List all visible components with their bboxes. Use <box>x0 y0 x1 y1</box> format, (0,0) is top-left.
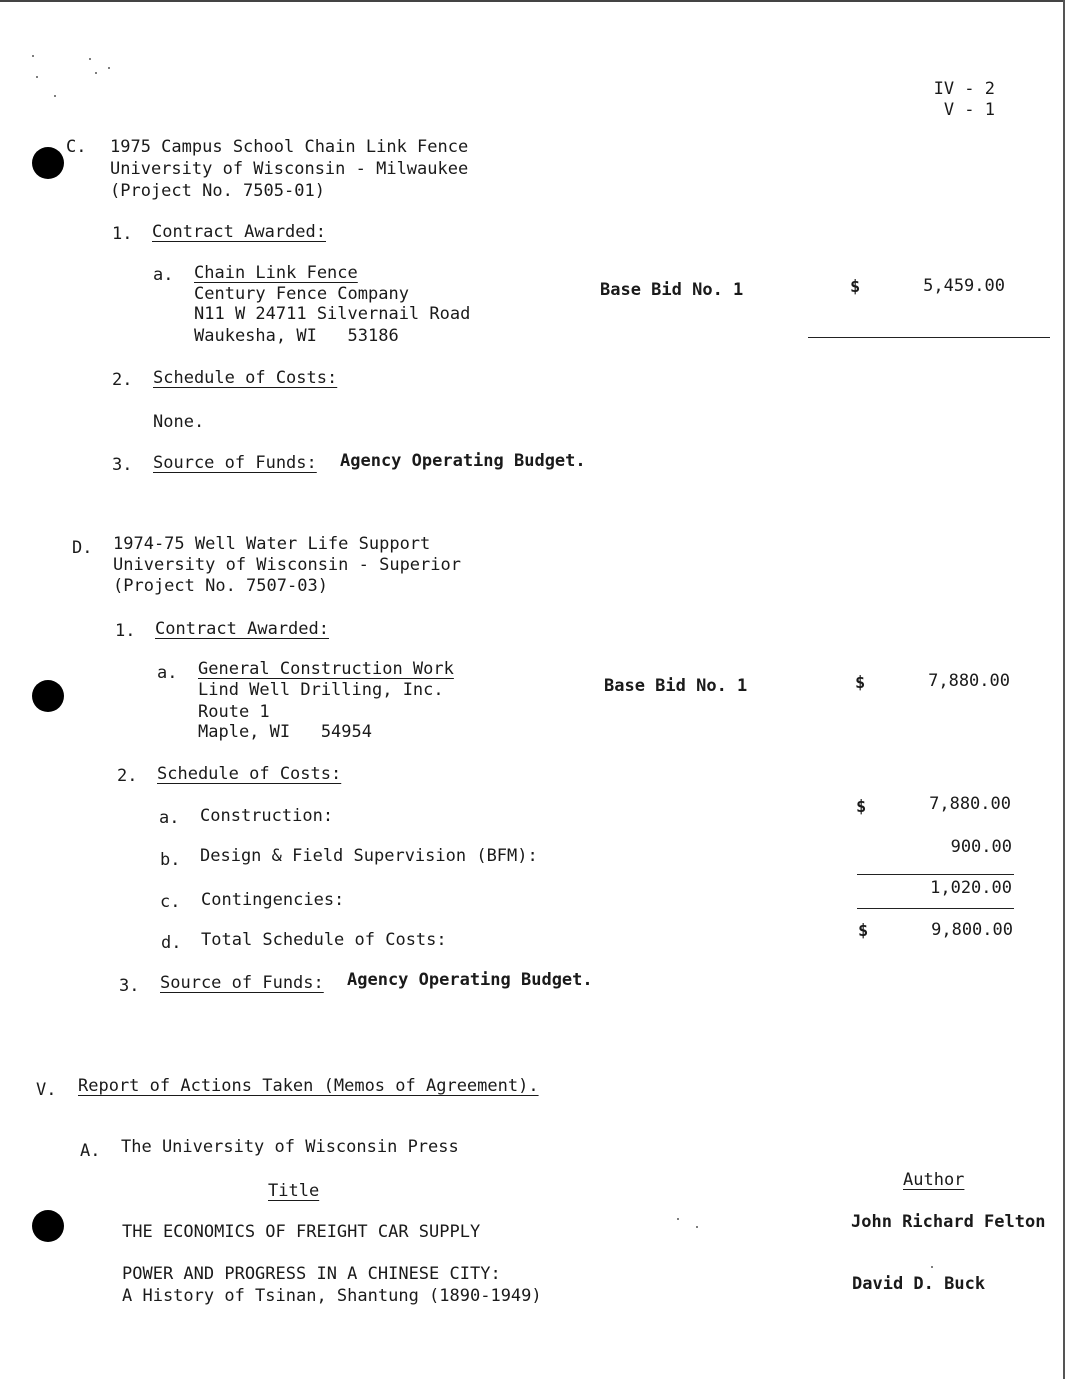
schedule-item-currency: $ <box>858 921 869 941</box>
d-bid: Base Bid No. 1 <box>604 676 748 696</box>
schedule-item-letter: a. <box>159 808 180 828</box>
schedule-item-amount: 7,880.00 <box>929 794 1011 814</box>
d-contract-num: 1. <box>115 621 136 641</box>
c-funds-label: Source of Funds: <box>153 453 317 473</box>
schedule-item-currency: $ <box>856 797 867 817</box>
page-ref-line1: IV - 2 <box>933 79 995 99</box>
d-address1: Route 1 <box>198 702 270 722</box>
scan-speck <box>89 58 91 60</box>
d-funds-label: Source of Funds: <box>160 973 324 993</box>
c-item-label: Chain Link Fence <box>194 263 358 283</box>
c-contract-label: Contract Awarded: <box>152 222 326 242</box>
c-schedule-value: None. <box>153 412 205 432</box>
section-v-num: V. <box>36 1080 57 1100</box>
section-d-title: 1974-75 Well Water Life Support <box>113 534 431 554</box>
section-d-project: (Project No. 7507-03) <box>113 576 328 596</box>
c-company: Century Fence Company <box>194 284 409 304</box>
scan-speck <box>95 72 97 74</box>
d-funds-num: 3. <box>119 976 140 996</box>
scan-speck <box>677 1218 679 1220</box>
author-column-header: Author <box>903 1170 965 1190</box>
schedule-item-label: Total Schedule of Costs: <box>201 930 447 950</box>
book-title-line2: A History of Tsinan, Shantung (1890-1949) <box>122 1286 542 1306</box>
c-funds-num: 3. <box>112 455 133 475</box>
scan-speck <box>108 67 110 69</box>
schedule-item-letter: b. <box>160 850 181 870</box>
page-border-top <box>0 0 1065 2</box>
book-author: John Richard Felton <box>851 1212 1046 1232</box>
d-amount: 7,880.00 <box>928 671 1010 691</box>
c-funds-value: Agency Operating Budget. <box>340 451 586 471</box>
schedule-item-label: Design & Field Supervision (BFM): <box>200 846 538 866</box>
schedule-item-amount: 9,800.00 <box>931 920 1013 940</box>
d-funds-value: Agency Operating Budget. <box>347 970 593 990</box>
scan-speck <box>32 55 34 57</box>
scan-speck <box>54 95 56 97</box>
book-title: POWER AND PROGRESS IN A CHINESE CITY: <box>122 1264 501 1284</box>
schedule-item-amount: 900.00 <box>950 837 1012 857</box>
v-sub-label: The University of Wisconsin Press <box>121 1137 459 1157</box>
subtotal-rule <box>857 874 1014 875</box>
schedule-item-letter: d. <box>161 933 182 953</box>
book-author: David D. Buck <box>852 1274 986 1294</box>
d-item-letter: a. <box>157 663 178 683</box>
d-schedule-num: 2. <box>117 766 138 786</box>
section-c-institution: University of Wisconsin - Milwaukee <box>110 159 469 179</box>
d-currency: $ <box>855 673 866 693</box>
d-item-label: General Construction Work <box>198 659 454 679</box>
section-d-letter: D. <box>72 538 93 558</box>
c-currency: $ <box>850 277 861 297</box>
c-amount-rule <box>808 337 1050 338</box>
section-v-label: Report of Actions Taken (Memos of Agreement). <box>78 1076 539 1096</box>
title-column-header: Title <box>268 1181 320 1201</box>
scan-speck <box>696 1226 698 1228</box>
c-amount: 5,459.00 <box>923 276 1005 296</box>
punch-hole <box>32 1210 64 1242</box>
c-address2: Waukesha, WI 53186 <box>194 326 399 346</box>
punch-hole <box>32 147 64 179</box>
section-c-project: (Project No. 7505-01) <box>110 181 325 201</box>
schedule-item-letter: c. <box>160 892 181 912</box>
scan-speck <box>931 1266 933 1268</box>
d-contract-label: Contract Awarded: <box>155 619 329 639</box>
d-company: Lind Well Drilling, Inc. <box>198 680 444 700</box>
section-d-institution: University of Wisconsin - Superior <box>113 555 461 575</box>
c-address1: N11 W 24711 Silvernail Road <box>194 304 471 324</box>
schedule-item-label: Construction: <box>200 806 334 826</box>
c-schedule-num: 2. <box>112 370 133 390</box>
c-contract-num: 1. <box>112 224 133 244</box>
book-title: THE ECONOMICS OF FREIGHT CAR SUPPLY <box>122 1222 481 1242</box>
section-c-title: 1975 Campus School Chain Link Fence <box>110 137 469 157</box>
d-address2: Maple, WI 54954 <box>198 722 372 742</box>
section-c-letter: C. <box>66 137 87 157</box>
d-schedule-label: Schedule of Costs: <box>157 764 342 784</box>
c-item-letter: a. <box>153 265 174 285</box>
v-sub-letter: A. <box>80 1141 101 1161</box>
total-rule <box>857 908 1014 909</box>
scan-speck <box>36 76 38 78</box>
punch-hole <box>32 680 64 712</box>
c-bid: Base Bid No. 1 <box>600 280 744 300</box>
schedule-item-label: Contingencies: <box>201 890 345 910</box>
c-schedule-label: Schedule of Costs: <box>153 368 338 388</box>
page-ref-line2: V - 1 <box>943 100 995 120</box>
schedule-item-amount: 1,020.00 <box>930 878 1012 898</box>
